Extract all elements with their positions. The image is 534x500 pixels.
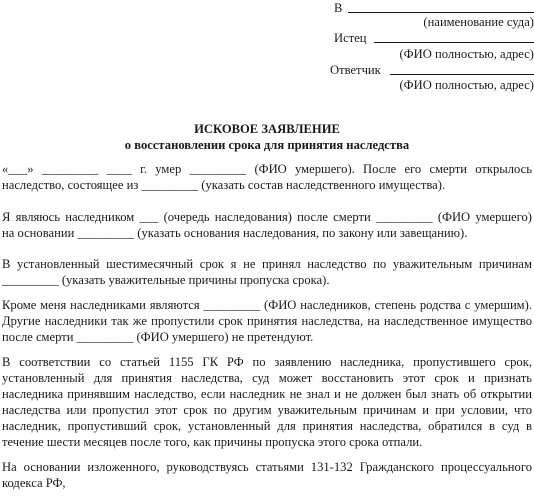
paragraph-missed-deadline bbox=[2, 256, 532, 288]
court-prefix: В bbox=[334, 1, 343, 15]
plaintiff-label: Истец bbox=[334, 31, 367, 45]
plaintiff-row bbox=[330, 30, 534, 46]
paragraph-line: Другие наследники так же пропустили срок принятия наследства, на наследственное имущество bbox=[2, 314, 532, 328]
paragraph-line: Кроме меня наследниками являются _________ (ФИО наследников, степень родства с умершим). bbox=[2, 298, 532, 312]
plaintiff-line bbox=[374, 30, 534, 43]
paragraph-other-heirs bbox=[2, 297, 532, 345]
paragraph-line: В установленный шестимесячный срок я не принял наследство по уважительным причинам bbox=[2, 257, 532, 271]
paragraph-line: На основании изложенного, руководствуясь статьями 131-132 Гражданского процессуального bbox=[2, 460, 532, 474]
paragraph-line: «___» _________ ____ г. умер _________ (ФИО умершего). После его смерти открылось bbox=[2, 162, 532, 176]
defendant-row bbox=[330, 62, 534, 78]
paragraph-line: после смерти _________ (ФИО умершего) не претендуют. bbox=[2, 330, 314, 344]
paragraph-line: течение шести месяцев после того, как причины пропуска этого срока отпали. bbox=[2, 435, 423, 449]
paragraph-line: наследник, пропустивший срок, установленный для принятия наследства, обратился в суд в bbox=[2, 419, 532, 433]
paragraph-line: Я являюсь наследником ___ (очередь наследования) после смерти _________ (ФИО умершего) bbox=[2, 210, 532, 224]
document-title: ИСКОВОЕ ЗАЯВЛЕНИЕ bbox=[194, 122, 340, 136]
paragraph-line: наследства или пропустил этот срок по другим уважительным причинам и при условии, что bbox=[2, 403, 532, 417]
court-note: (наименование суда) bbox=[423, 15, 534, 29]
header-block bbox=[330, 0, 534, 100]
document-subtitle: о восстановлении срока для принятия наследства bbox=[124, 138, 410, 152]
paragraph-legal-basis bbox=[2, 354, 532, 450]
paragraph-death-info bbox=[2, 161, 532, 193]
court-line bbox=[348, 0, 534, 13]
paragraph-heir-status bbox=[2, 209, 532, 241]
paragraph-line: В соответствии со статьей 1155 ГК РФ по заявлению наследника, пропустившего срок, bbox=[2, 355, 532, 369]
paragraph-line: установленный для принятия наследства, суд может восстановить этот срок и признать bbox=[2, 371, 532, 385]
paragraph-line: наследника принявшим наследство, если наследник не знал и не должен был знать об открытии bbox=[2, 387, 532, 401]
paragraph-line: _________ (указать уважительные причины пропуска срока). bbox=[2, 273, 330, 287]
defendant-line bbox=[390, 62, 534, 75]
paragraph-line: кодекса РФ, bbox=[2, 476, 66, 490]
defendant-label: Ответчик bbox=[330, 63, 381, 77]
paragraph-line: наследство, состоящее из _________ (указать состав наследственного имущества). bbox=[2, 178, 446, 192]
plaintiff-note: (ФИО полностью, адрес) bbox=[399, 47, 534, 61]
paragraph-line: на основании _________ (указать основания наследования, по закону или завещанию). bbox=[2, 226, 468, 240]
defendant-note: (ФИО полностью, адрес) bbox=[399, 78, 534, 92]
paragraph-conclusion bbox=[2, 459, 532, 491]
